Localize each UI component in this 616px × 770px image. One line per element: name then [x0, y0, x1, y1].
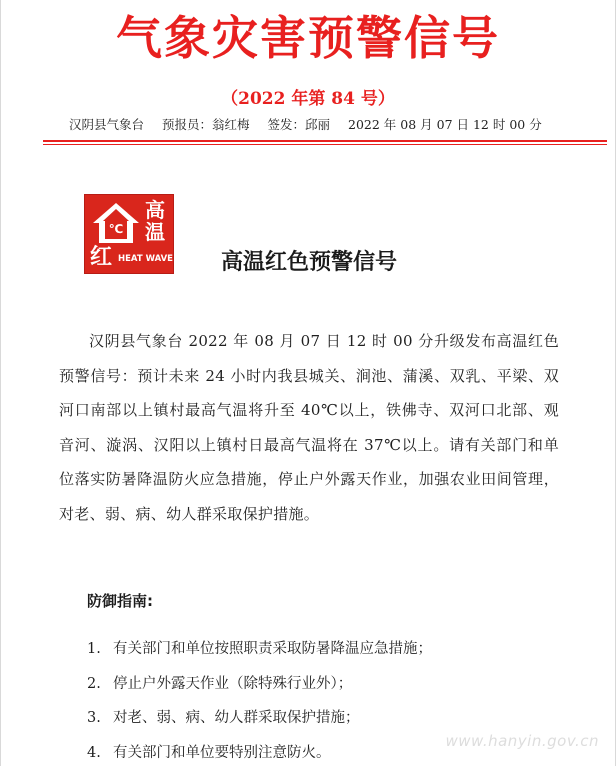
warning-body: 汉阴县气象台 2022 年 08 月 07 日 12 时 00 分升级发布高温红色预警信号：预计未来 24 小时内我县城关、涧池、蒲溪、双乳、平梁、双河口南部以上镇村最高气温将升至 40℃以上，铁佛寺、双河口北部、观音河、漩涡、汉阳以上镇村日最高气温将在 37℃以上。请有关部门和单位落实防暑降温防火应急措施，停止户外露天作业，加强农业田间管理，对老、弱、病、幼人群采取保护措施。	[59, 324, 559, 531]
thermometer-house-icon	[91, 201, 141, 245]
issue-number: （2022 年第 84 号）	[1, 88, 615, 110]
site-watermark: www.hanyin.gov.cn	[445, 732, 599, 750]
document-title: 气象灾害预警信号	[1, 8, 615, 68]
forecaster-name: 预报员：翁红梅	[162, 117, 250, 132]
badge-english: HEAT WAVE	[118, 252, 173, 266]
issue-meta	[69, 116, 542, 134]
signer-name: 签发：邱丽	[268, 117, 331, 132]
defense-guide-heading: 防御指南:	[87, 589, 153, 613]
station-name: 汉阴县气象台	[69, 117, 144, 132]
defense-guide-list	[87, 632, 432, 770]
badge-char-gao: 高	[141, 199, 169, 221]
list-item: 3. 对老、弱、病、幼人群采取保护措施；	[87, 701, 432, 736]
signal-title: 高温红色预警信号	[221, 248, 397, 278]
badge-char-wen: 温	[141, 221, 169, 243]
list-item: 1. 有关部门和单位按照职责采取防暑降温应急措施；	[87, 632, 432, 667]
list-item: 2. 停止户外露天作业（除特殊行业外）；	[87, 667, 432, 702]
badge-level: 红	[90, 245, 112, 271]
header-divider	[43, 140, 607, 142]
list-item: 4. 有关部门和单位要特别注意防火。	[87, 736, 432, 770]
issue-datetime: 2022 年 08 月 07 日 12 时 00 分	[348, 117, 542, 132]
heat-wave-red-badge	[84, 194, 174, 274]
celsius-symbol: ℃	[109, 222, 124, 236]
header-divider-thin	[43, 144, 607, 145]
